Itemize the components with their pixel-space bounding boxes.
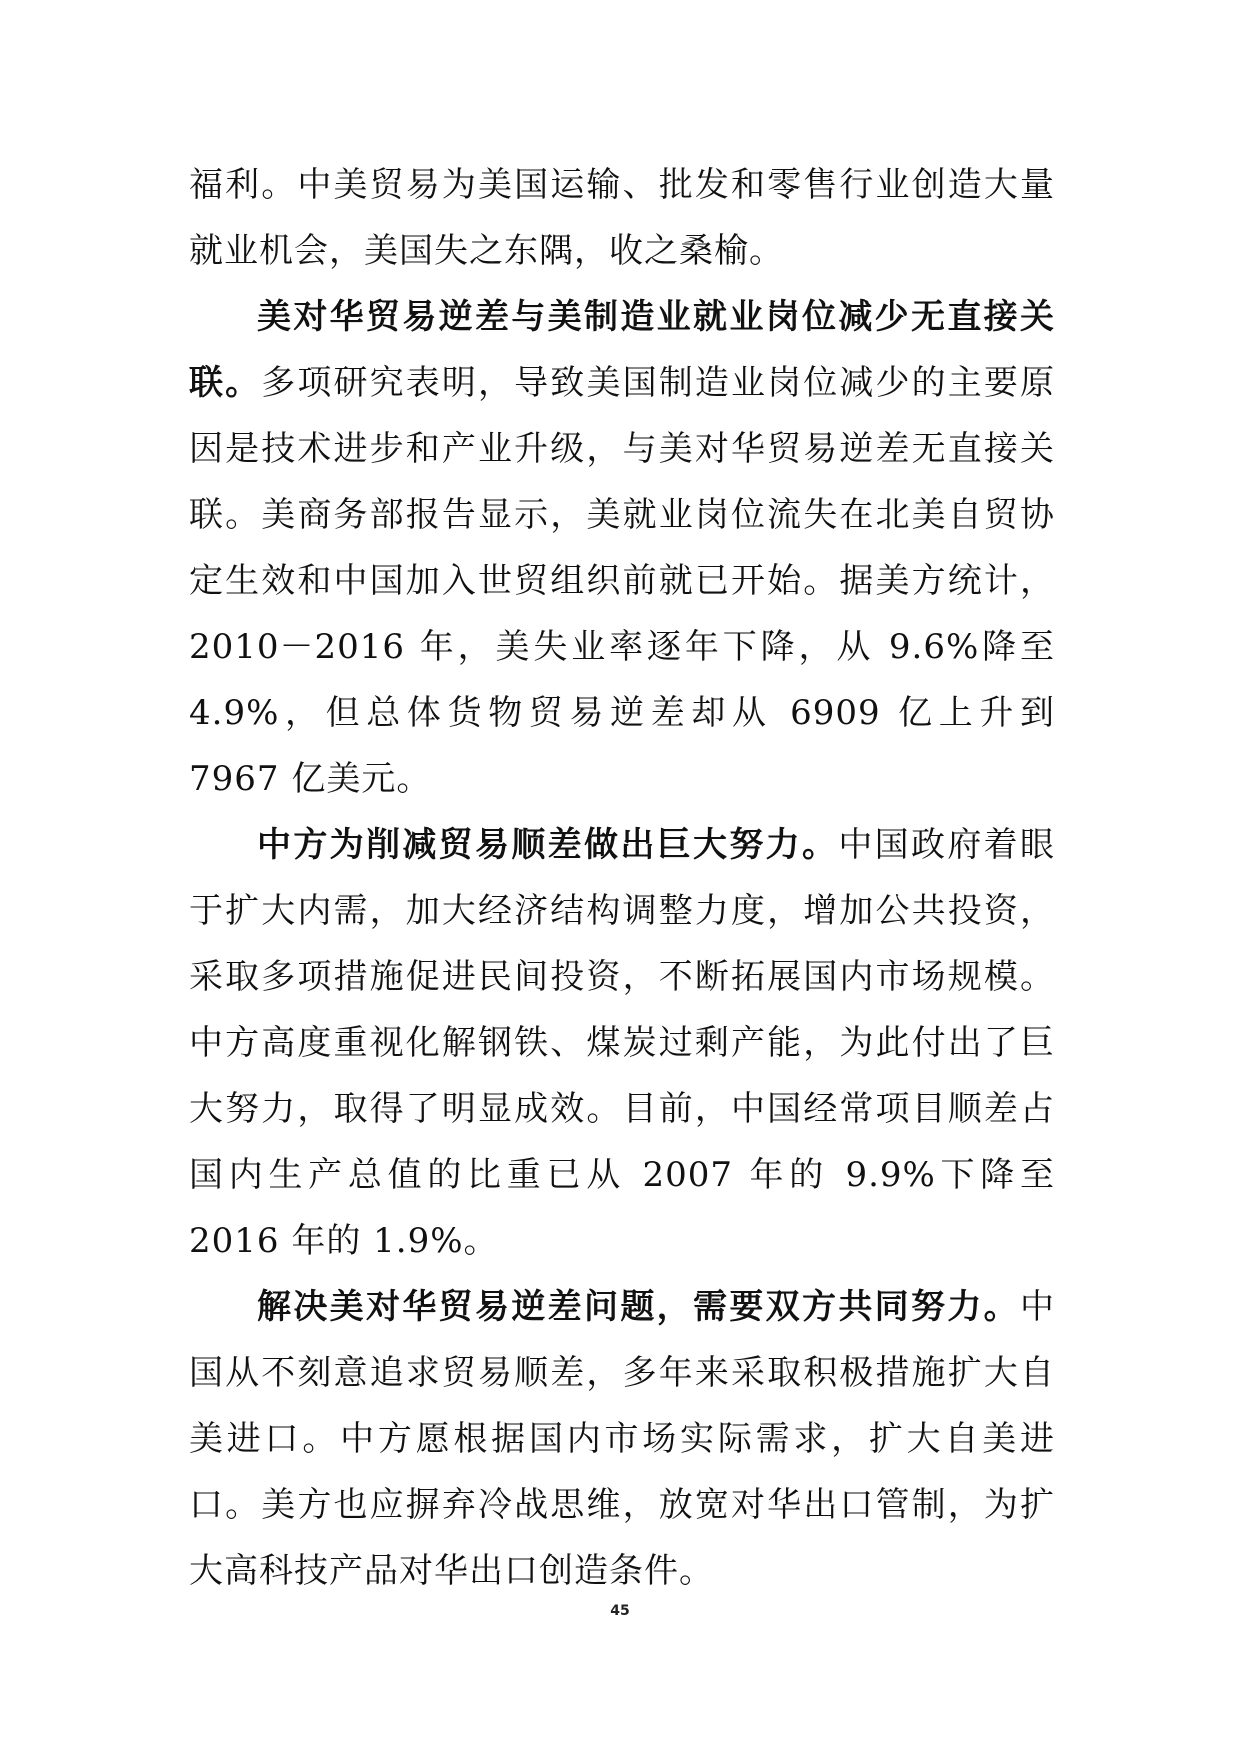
paragraph-trade-deficit-jobs xyxy=(189,284,1055,812)
page-number: 45 xyxy=(610,1603,630,1619)
body-text xyxy=(189,152,1055,1604)
paragraph-body: 中国政府着眼于扩大内需，加大经济结构调整力度，增加公共投资，采取多项措施促进民间投资，不断拓展国内市场规模。中方高度重视化解钢铁、煤炭过剩产能，为此付出了巨大努力，取得了明显成效。目前，中国经常项目顺差占国内生产总值的比重已从 2007 年的 9.9%下降至 2016 年的 1.9%。 xyxy=(189,825,1056,1261)
paragraph-china-efforts xyxy=(189,812,1055,1274)
paragraph-lead: 美对华贸易逆差与美制造业就业岗位减少无直接关联。 xyxy=(189,297,1055,403)
paragraph-lead: 中方为削减贸易顺差做出巨大努力。 xyxy=(257,825,839,865)
paragraph-continuation xyxy=(189,152,1055,284)
paragraph-joint-efforts xyxy=(189,1274,1055,1604)
paragraph-body: 福利。中美贸易为美国运输、批发和零售行业创造大量就业机会，美国失之东隅，收之桑榆。 xyxy=(189,165,1055,271)
paragraph-body: 中国从不刻意追求贸易顺差，多年来采取积极措施扩大自美进口。中方愿根据国内市场实际需求，扩大自美进口。美方也应摒弃冷战思维，放宽对华出口管制，为扩大高科技产品对华出口创造条件。 xyxy=(189,1287,1055,1591)
paragraph-body: 多项研究表明，导致美国制造业岗位减少的主要原因是技术进步和产业升级，与美对华贸易逆差无直接关联。美商务部报告显示，美就业岗位流失在北美自贸协定生效和中国加入世贸组织前就已开始。据美方统计，2010－2016 年，美失业率逐年下降，从 9.6%降至 4.9%，但总体货物贸易逆差却从 6909 亿上升到 7967 亿美元。 xyxy=(189,363,1056,799)
paragraph-lead: 解决美对华贸易逆差问题，需要双方共同努力。 xyxy=(257,1287,1020,1327)
